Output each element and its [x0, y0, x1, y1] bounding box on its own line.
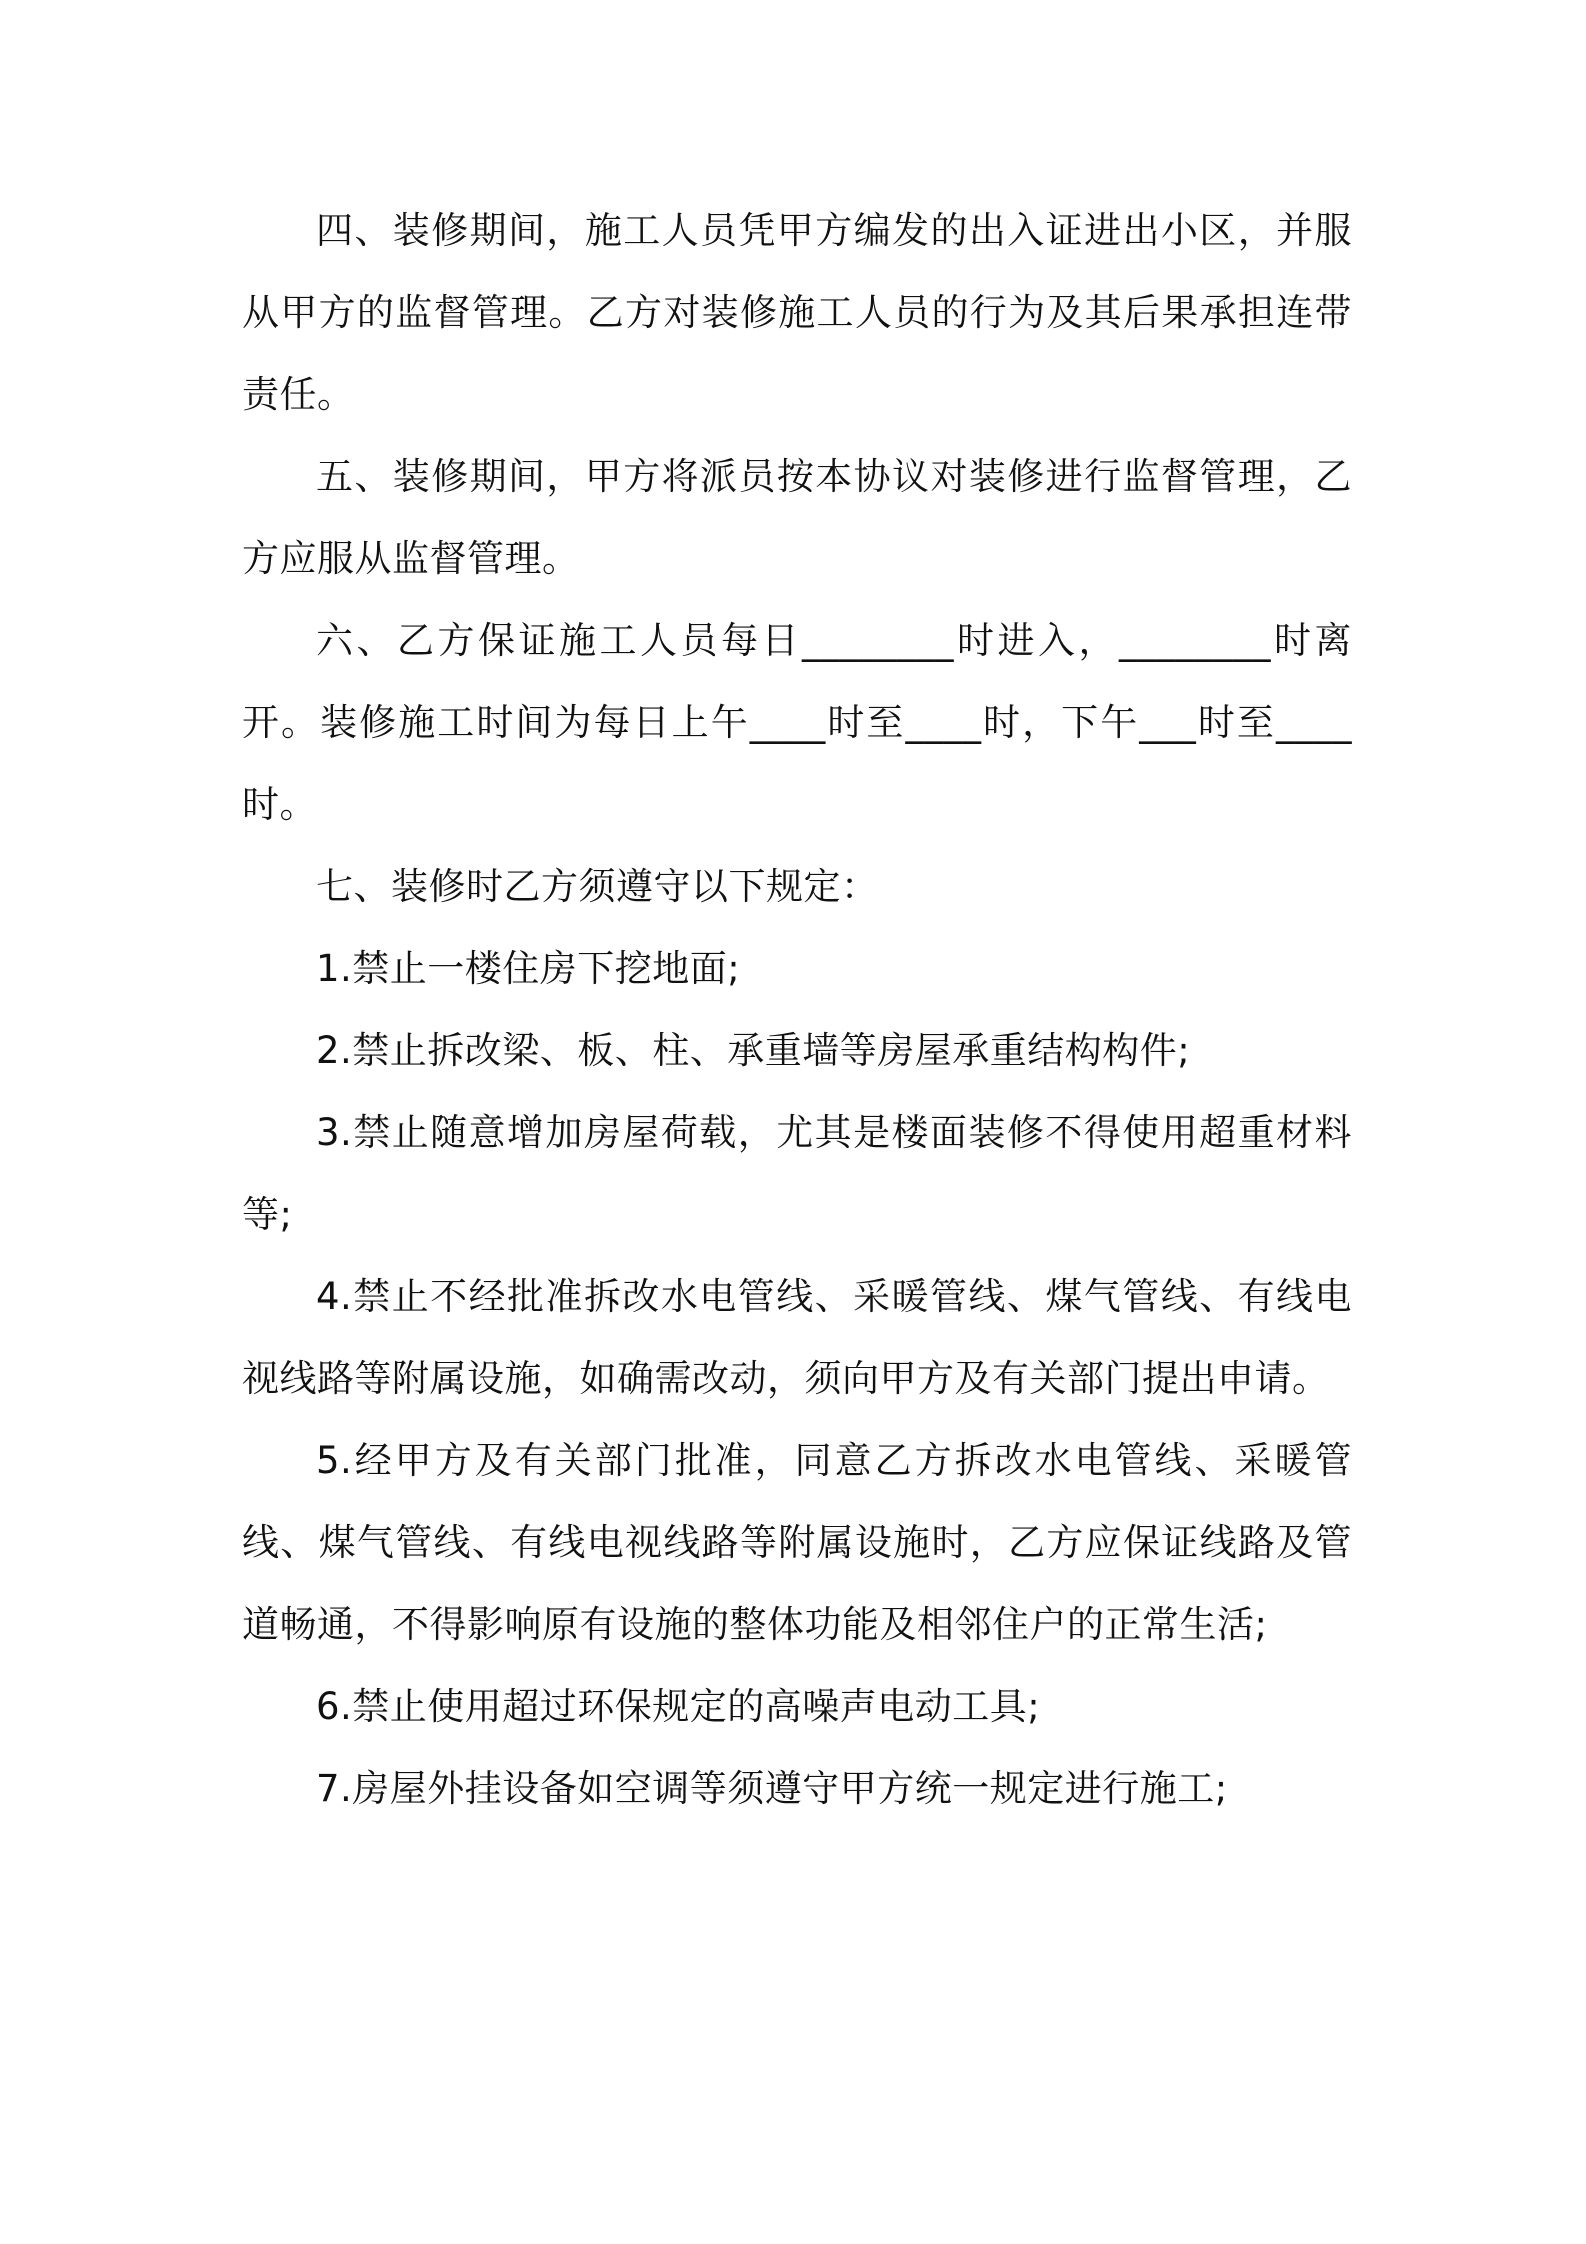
- rule-4-item: 4.禁止不经批准拆改水电管线、采暖管线、煤气管线、有线电视线路等附属设施，如确需改动，须向甲方及有关部门提出申请。: [242, 1275, 1352, 1400]
- rule-6-item: 6.禁止使用超过环保规定的高噪声电动工具;: [316, 1685, 1041, 1728]
- rule-1-item: 1.禁止一楼住房下挖地面;: [316, 947, 741, 990]
- clause-4-paragraph: 四、装修期间，施工人员凭甲方编发的出入证进出小区，并服从甲方的监督管理。乙方对装修施工人员的行为及其后果承担连带责任。: [242, 209, 1352, 416]
- rule-2-item: 2.禁止拆改梁、板、柱、承重墙等房屋承重结构构件;: [316, 1029, 1191, 1072]
- rule-7-item: 7.房屋外挂设备如空调等须遵守甲方统一规定进行施工;: [316, 1767, 1228, 1810]
- document-body: [242, 190, 1352, 1830]
- clause-7-heading: 七、装修时乙方须遵守以下规定：: [316, 865, 879, 908]
- clause-5-paragraph: 五、装修期间，甲方将派员按本协议对装修进行监督管理，乙方应服从监督管理。: [242, 455, 1352, 580]
- rule-5-item: 5.经甲方及有关部门批准，同意乙方拆改水电管线、采暖管线、煤气管线、有线电视线路等附属设施时，乙方应保证线路及管道畅通，不得影响原有设施的整体功能及相邻住户的正常生活;: [242, 1439, 1352, 1646]
- rule-3-item: 3.禁止随意增加房屋荷载，尤其是楼面装修不得使用超重材料等;: [242, 1111, 1352, 1236]
- clause-6-paragraph: 六、乙方保证施工人员每日________时进入，________时离开。装修施工时间为每日上午____时至____时，下午___时至____时。: [242, 619, 1352, 826]
